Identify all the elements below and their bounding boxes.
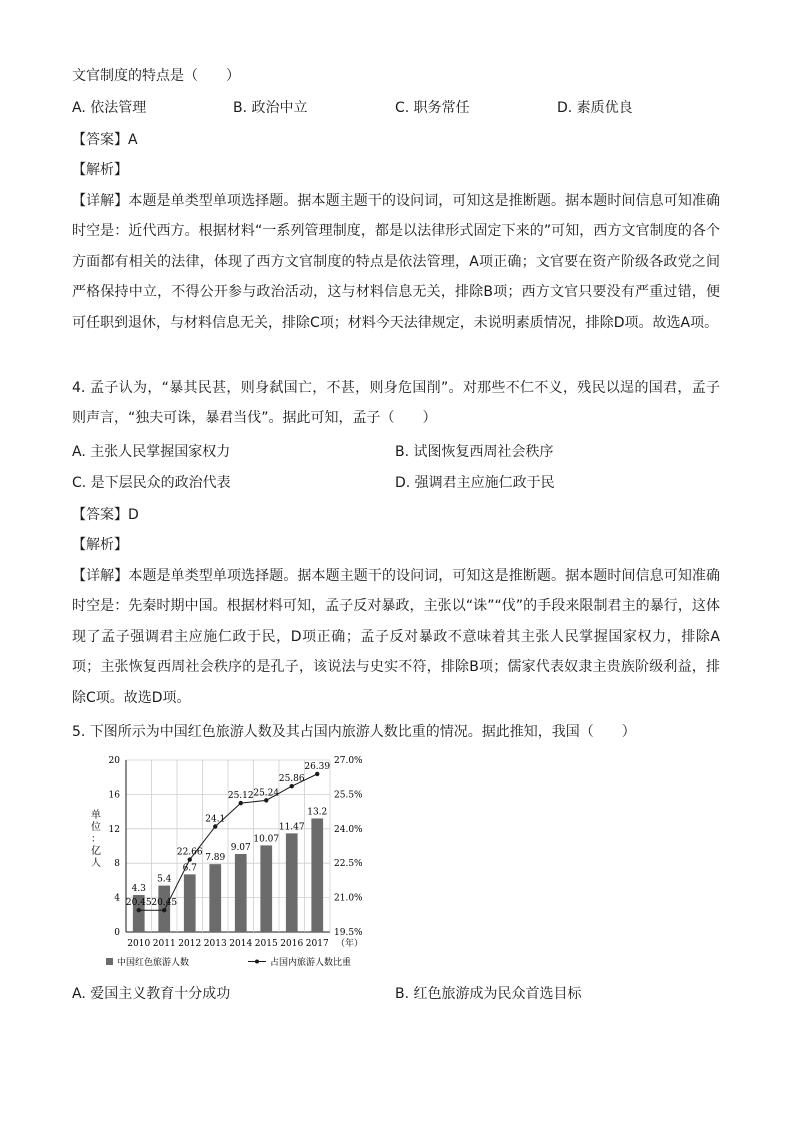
legend-line-marker xyxy=(255,960,259,964)
x-tick-label: 2011 xyxy=(152,939,176,949)
bar-value-label: 11.47 xyxy=(278,822,305,833)
bar-value-label: 13.2 xyxy=(307,807,328,818)
bar xyxy=(209,864,221,932)
bar xyxy=(286,833,298,932)
line-value-label: 22.66 xyxy=(176,847,203,858)
bar-value-label: 9.07 xyxy=(230,842,251,853)
q3-detail: 【详解】本题是单类型单项选择题。据本题主题干的设问词，可知这是推断题。据本题时间信息可知准确时空是：近代西方。根据材料“一系列管理制度，都是以法律形式固定下来的”可知，西方文官制度的各个方面都有相关的法律，体现了西方文官制度的特点是依法管理，A项正确；文官要在资产阶级各政党之间严格保持中立，不得公开参与政治活动，这与材料信息无关，排除B项；西方文官只要没有严重过错，便可任职到退休，与材料信息无关，排除C项；材料今天法律规定，未说明素质情况，排除D项。故选A项。 xyxy=(72,193,720,331)
q5-option-b[interactable]: B. 红色旅游成为民众首选目标 xyxy=(395,986,582,1002)
line-value-label: 20.45 xyxy=(125,898,152,909)
bar-value-label: 5.4 xyxy=(157,874,172,885)
q4-option-b[interactable]: B. 试图恢复西周社会秩序 xyxy=(395,444,554,460)
line-value-label: 25.12 xyxy=(227,791,254,802)
bar xyxy=(235,854,247,932)
y-axis-label: 单位：亿人 xyxy=(91,810,101,869)
chart-legend xyxy=(106,956,351,968)
y2-tick-label: 21.0% xyxy=(334,893,363,904)
y-tick-label: 4 xyxy=(114,893,120,904)
q4-analysis-label: 【解析】 xyxy=(72,537,128,553)
bar-value-label: 6.7 xyxy=(182,863,197,874)
x-tick-label: 2017 xyxy=(305,939,329,949)
x-tick-label: 2013 xyxy=(203,939,227,949)
bar xyxy=(311,818,323,932)
y2-tick-label: 24.0% xyxy=(334,824,363,835)
q3-analysis-label: 【解析】 xyxy=(72,162,128,178)
y2-tick-label: 19.5% xyxy=(334,928,363,938)
line-point xyxy=(315,772,319,776)
line-point xyxy=(137,908,141,912)
q3-option-c[interactable]: C. 职务常任 xyxy=(395,100,470,116)
q4-stem: 4. 孟子认为，“暴其民甚，则身弑国亡，不甚，则身危国削”。对那些不仁不义，残民以逞的国君，孟子则声言，“独夫可诛，暴君当伐”。据此可知，孟子（ ） xyxy=(72,380,720,427)
q3-stem: 文官制度的特点是（ ） xyxy=(72,68,240,84)
bar-value-label: 4.3 xyxy=(131,884,146,895)
line-value-label: 26.39 xyxy=(304,761,331,772)
line-value-label: 25.24 xyxy=(253,788,280,799)
x-tick-label: 2016 xyxy=(280,939,304,949)
bar-value-label: 10.07 xyxy=(253,834,280,845)
line-point xyxy=(162,908,166,912)
line-value-label: 20.45 xyxy=(151,898,178,909)
bar-value-label: 7.89 xyxy=(205,853,226,864)
y-tick-label: 0 xyxy=(114,928,120,938)
x-tick-label: 2014 xyxy=(229,939,253,949)
q4-answer: 【答案】D xyxy=(72,507,139,523)
legend-bar-swatch xyxy=(106,958,113,965)
q5-stem: 5. 下图所示为中国红色旅游人数及其占国内旅游人数比重的情况。据此推知，我国（ ） xyxy=(72,724,636,740)
y2-tick-label: 22.5% xyxy=(334,859,363,870)
line-value-label: 25.86 xyxy=(278,774,305,785)
red-tourism-chart xyxy=(72,748,372,978)
line-value-label: 24.1 xyxy=(205,814,226,825)
y2-tick-label: 25.5% xyxy=(334,790,363,801)
line-point xyxy=(264,798,268,802)
x-unit-label: （年） xyxy=(336,939,364,949)
q4-detail: 【详解】本题是单类型单项选择题。据本题主题干的设问词，可知这是推断题。据本题时间信息可知准确时空是：先秦时期中国。根据材料可知，孟子反对暴政，主张以“诛”“伐”的手段来限制君主的暴行，这体现了孟子强调君主应施仁政于民，D项正确；孟子反对暴政不意味着其主张人民掌握国家权力，排除A项；主张恢复西周社会秩序的是孔子，该说法与史实不符，排除B项；儒家代表奴隶主贵族阶级利益，排除C项。故选D项。 xyxy=(72,568,720,706)
legend-bar-label: 中国红色旅游人数 xyxy=(117,958,190,968)
y-tick-label: 12 xyxy=(108,824,120,835)
x-tick-label: 2012 xyxy=(178,939,202,949)
line-point xyxy=(188,857,192,861)
q3-option-a[interactable]: A. 依法管理 xyxy=(72,100,147,116)
line-point xyxy=(290,784,294,788)
q4-option-c[interactable]: C. 是下层民众的政治代表 xyxy=(72,475,231,491)
y-tick-label: 8 xyxy=(114,859,120,870)
q4-option-a[interactable]: A. 主张人民掌握国家权力 xyxy=(72,444,231,460)
line-point xyxy=(239,801,243,805)
y-tick-label: 20 xyxy=(108,756,120,766)
q3-option-b[interactable]: B. 政治中立 xyxy=(233,100,308,116)
q4-option-d[interactable]: D. 强调君主应施仁政于民 xyxy=(395,475,555,491)
q3-answer: 【答案】A xyxy=(72,132,138,148)
line-point xyxy=(213,824,217,828)
q5-option-a[interactable]: A. 爱国主义教育十分成功 xyxy=(72,986,231,1002)
x-tick-label: 2010 xyxy=(127,939,151,949)
q3-option-d[interactable]: D. 素质优良 xyxy=(557,100,633,116)
bar xyxy=(260,845,272,932)
y-tick-label: 16 xyxy=(108,790,120,801)
x-tick-label: 2015 xyxy=(254,939,278,949)
y2-tick-label: 27.0% xyxy=(334,756,363,766)
legend-line-label: 占国内旅游人数比重 xyxy=(270,958,352,968)
bar xyxy=(184,874,196,932)
